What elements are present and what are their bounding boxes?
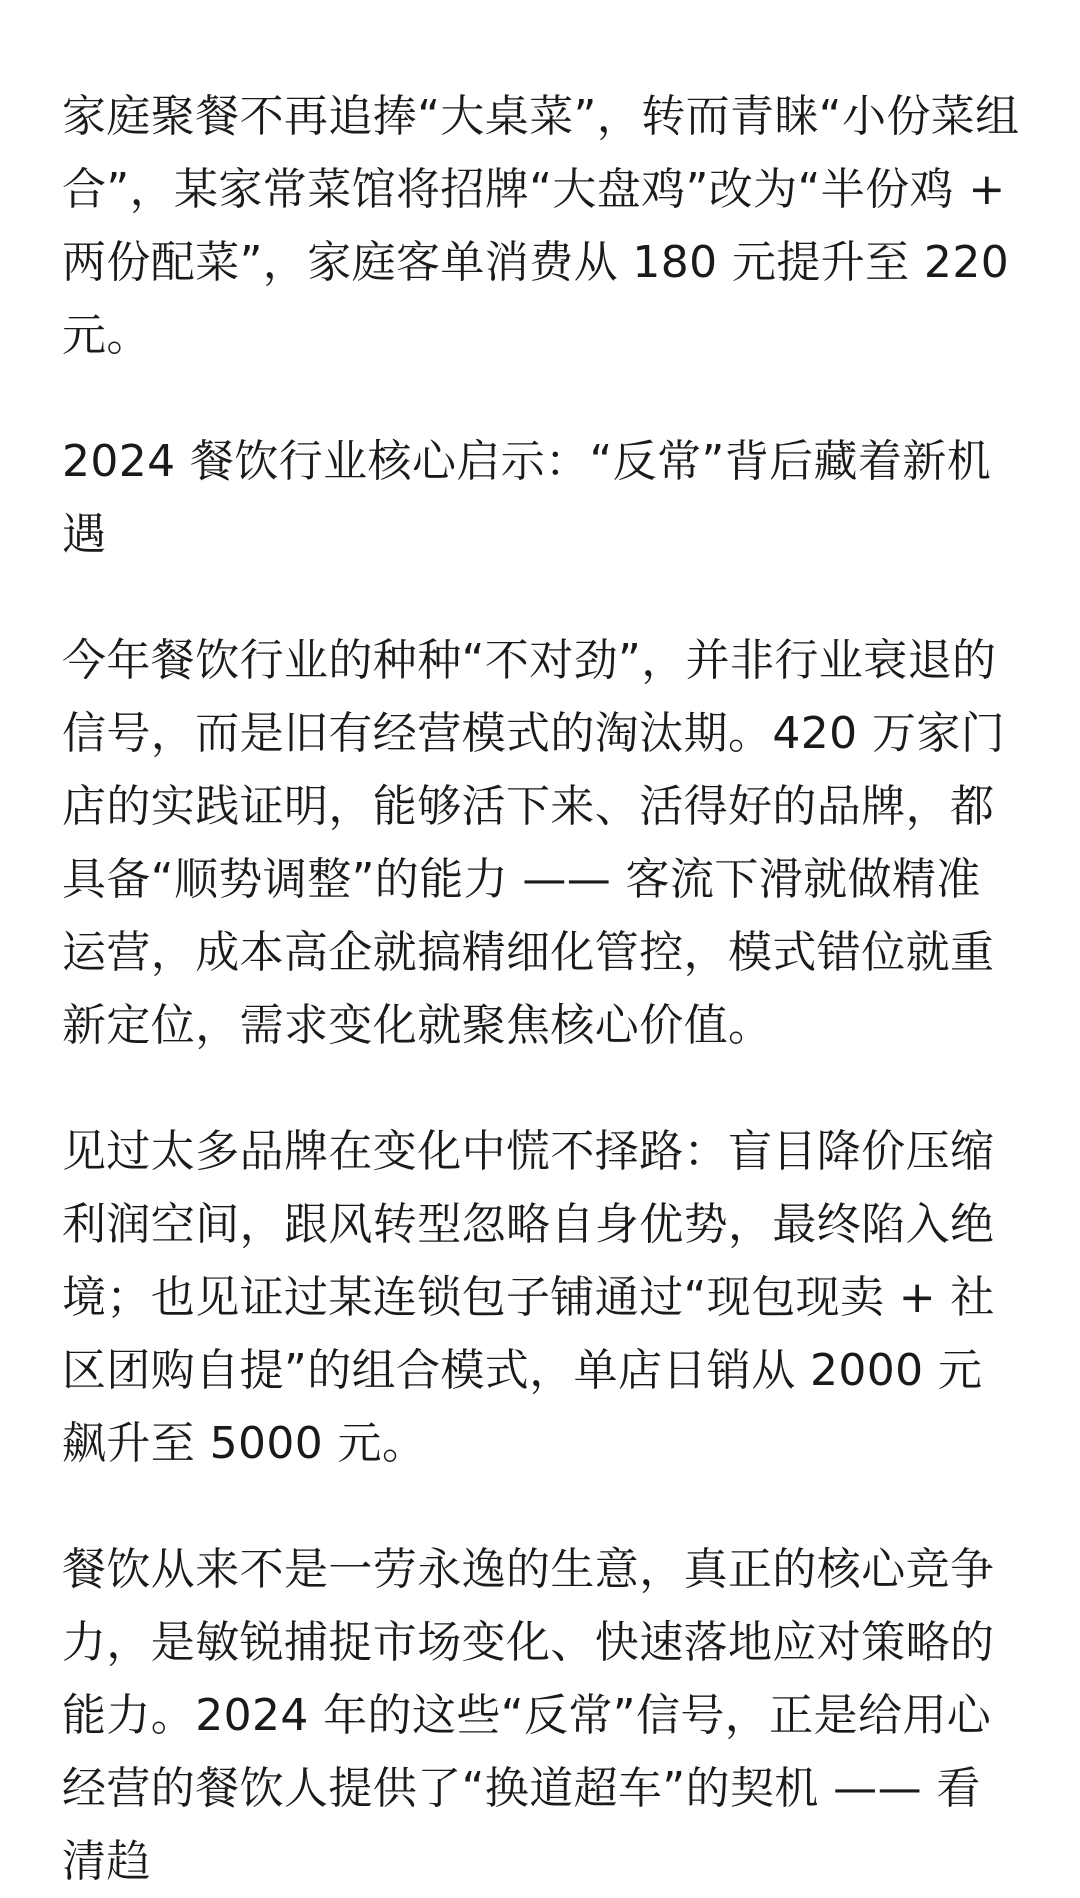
paragraph-core-competence: 餐饮从来不是一劳永逸的生意，真正的核心竞争力，是敏锐捕捉市场变化、快速落地应对策略的能力。2024 年的这些“反常”信号，正是给用心经营的餐饮人提供了“换道超车”的契机 —— 看清趋	[62, 1544, 995, 1887]
paragraph-family-dining: 家庭聚餐不再追捧“大桌菜”，转而青睐“小份菜组合”，某家常菜馆将招牌“大盘鸡”改为“半份鸡 + 两份配菜”，家庭客单消费从 180 元提升至 220 元。	[62, 91, 1020, 361]
paragraph-industry-signals: 今年餐饮行业的种种“不对劲”，并非行业衰退的信号，而是旧有经营模式的淘汰期。420 万家门店的实践证明，能够活下来、活得好的品牌，都具备“顺势调整”的能力 —— 客流下滑就做精准运营，成本高企就搞精细化管控，模式错位就重新定位，需求变化就聚焦核心价值。	[62, 635, 1006, 1051]
paragraph-brand-examples: 见过太多品牌在变化中慌不择路：盲目降价压缩利润空间，跟风转型忽略自身优势，最终陷入绝境；也见证过某连锁包子铺通过“现包现卖 + 社区团购自提”的组合模式，单店日销从 2000 元飙升至 5000 元。	[62, 1126, 995, 1469]
article-body	[62, 80, 1024, 1898]
section-heading-insights: 2024 餐饮行业核心启示：“反常”背后藏着新机遇	[62, 436, 992, 560]
